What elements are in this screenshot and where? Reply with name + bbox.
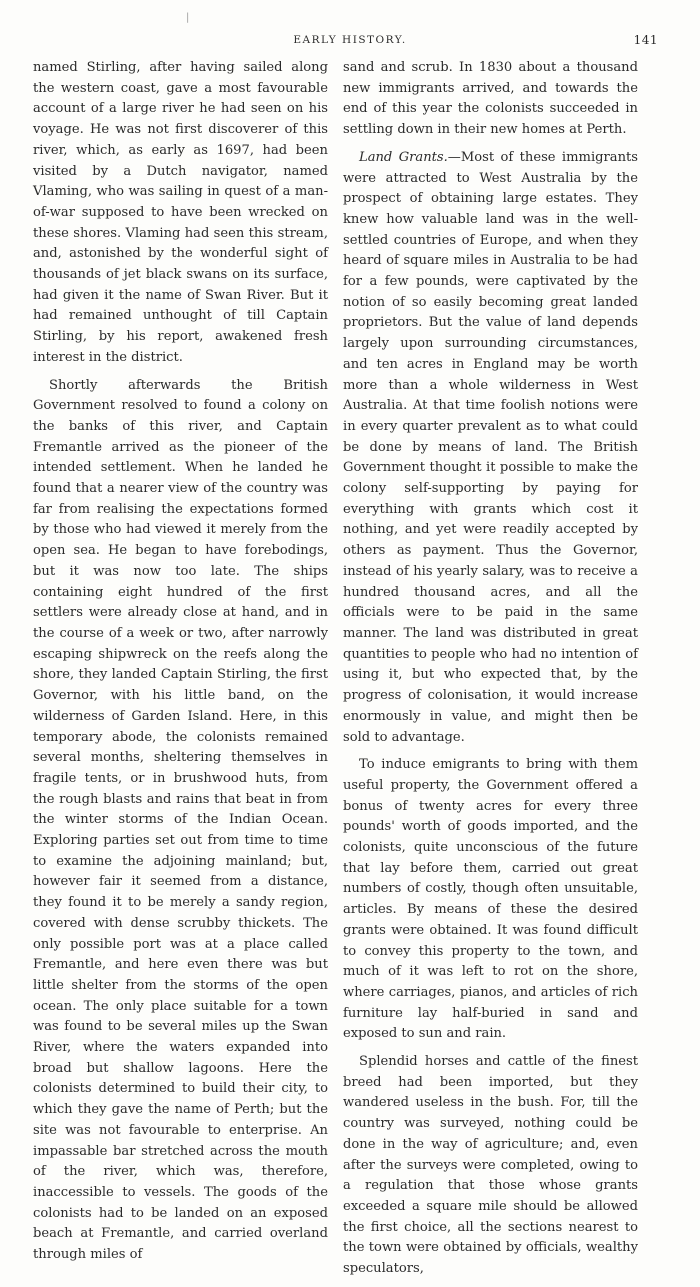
section-heading-land-grants: Land Grants. [359, 149, 448, 165]
paragraph: To induce emigrants to bring with them useful property, the Government offered a bonus of twenty acres for every three pounds' worth of goods imported, and the colonists, quite unconscious of the future that lay before them, carried out great numbers of costly, though often unsuitable, articles. By means of these the desired grants were obtained. It was found difficult to convey this property to the town, and much of it was left to rot on the shore, where carriages, pianos, and articles of rich furniture lay half-buried in sand and exposed to sun and rain. [343, 757, 638, 1042]
left-column [33, 58, 328, 1273]
running-title: EARLY HISTORY. [293, 34, 407, 46]
running-head [0, 34, 700, 50]
paragraph: named Stirling, after having sailed along the western coast, gave a most favourable account of a large river he had seen on his voyage. He was not first discoverer of this river, which, as early as 1697, had been visited by a Dutch navigator, named Vlaming, who was sailing in quest of a man-of-war supposed to have been wrecked on these shores. Vlaming had seen this stream, and, astonished by the wonderful sight of thousands of jet black swans on its surface, had given it the name of Swan River. But it had remained unthought of till Captain Stirling, by his report, awakened fresh interest in the district. [33, 60, 328, 365]
paragraph: sand and scrub. In 1830 about a thousand new immigrants arrived, and towards the end of this year the colonists succeeded in settling down in their new homes at Perth. [343, 60, 638, 138]
paragraph: Shortly afterwards the British Government resolved to found a colony on the banks of this river, and Captain Fremantle arrived as the pioneer of the intended settlement. When he landed he found that a nearer view of the country was far from realising the expectations formed by those who had viewed it merely from the open sea. He began to have forebodings, but it was now too late. The ships containing eight hundred of the first settlers were already close at hand, and in the course of a week or two, after narrowly escaping shipwreck on the reefs along the shore, they landed Captain Stirling, the first Governor, with his little band, on the wilderness of Garden Island. Here, in this temporary abode, the colonists remained several months, sheltering themselves in fragile tents, or in brushwood huts, from the rough blasts and rains that beat in from the winter storms of the Indian Ocean. Exploring parties set out from time to time to examine the adjoining mainland; but, however fair it seemed from a distance, they found it to be merely a sandy region, covered with dense scrubby thickets. The only possible port was at a place called Fremantle, and here even there was but little shelter from the storms of the open ocean. The only place suitable for a town was found to be several miles up the Swan River, where the waters expanded into broad but shallow lagoons. Here the colonists determined to build their city, to which they gave the name of Perth; but the site was not favourable to enterprise. An impassable bar stretched across the mouth of the river, which was, therefore, inaccessible to vessels. The goods of the colonists had to be landed on an exposed beach at Fremantle, and carried overland through miles of [33, 377, 328, 1263]
right-column [343, 58, 638, 1287]
paragraph: Splendid horses and cattle of the finest breed had been imported, but they wandered useless in the bush. For, till the country was surveyed, nothing could be done in the way of agriculture; and, even after the surveys were completed, owing to a regulation that those whose grants exceeded a square mile should be allowed the first choice, all the sections nearest to the town were obtained by officials, wealthy speculators, [343, 1054, 638, 1277]
paragraph [343, 148, 638, 748]
paragraph-text: —Most of these immigrants were attracted to West Australia by the prospect of obtaining large estates. They knew how valuable land was in the well-settled countries of Europe, and when they heard of square miles in Australia to be had for a few pounds, were captivated by the notion of so easily becoming great landed proprietors. But the value of land depends largely upon surrounding circumstances, and ten acres in England may be worth more than a whole wilderness in West Australia. At that time foolish notions were in every quarter prevalent as to what could be done by means of land. The British Government thought it possible to make the colony self-supporting by paying for everything with grants which cost it nothing, and yet were readily accepted by others as payment. Thus the Governor, instead of his yearly salary, was to receive a hundred thousand acres, and all the officials were to be paid in the same manner. The land was distributed in great quantities to people who had no intention of using it, but who expected that, by the progress of colonisation, it would increase enormously in value, and might then be sold to advantage. [343, 149, 638, 745]
page-number: 141 [633, 33, 658, 47]
page-edge-mark: | [186, 12, 190, 23]
